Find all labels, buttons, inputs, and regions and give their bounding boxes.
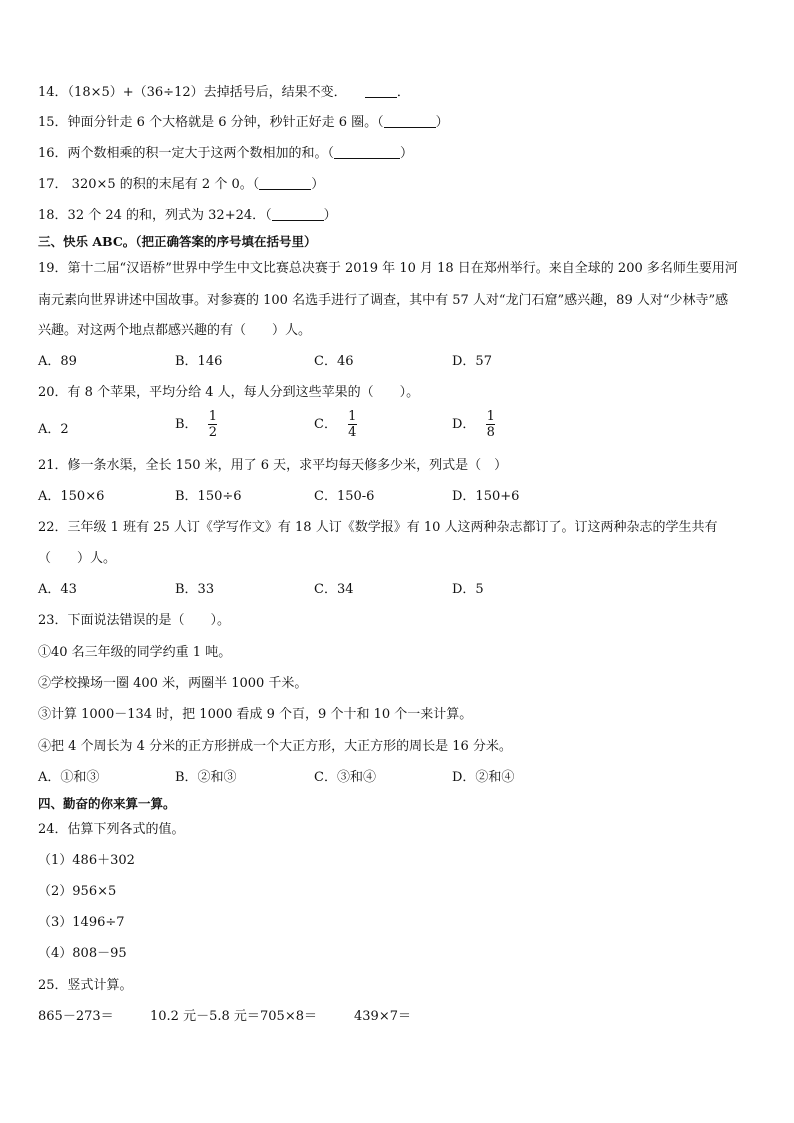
question-15-text: 15．钟面分针走 6 个大格就是 6 分钟，秒针正好走 6 圈。（ [38, 115, 384, 130]
question-18 [38, 208, 337, 224]
question-15 [38, 115, 449, 131]
question-15-close: ） [435, 115, 449, 130]
answer-blank-15[interactable] [384, 115, 436, 128]
option-d[interactable]: D．②和④ [452, 770, 515, 785]
question-19-line-1: 19．第十二届“汉语桥”世界中学生中文比赛总决赛于 2019 年 10 月 18 日在郑州举行。来自全球的 200 多名师生要用河 [38, 261, 738, 276]
question-23: 23．下面说法错误的是（ ）。 [38, 613, 231, 628]
statement-3: ③计算 1000－134 时，把 1000 看成 9 个百，9 个十和 10 个一来计算。 [38, 707, 473, 722]
estimate-item-2: （2）956×5 [38, 884, 117, 899]
question-16-close: ） [400, 146, 414, 161]
question-24: 24．估算下列各式的值。 [38, 822, 185, 837]
question-22-line-2: （ ）人。 [38, 551, 117, 566]
question-14-tail: ． [396, 85, 410, 100]
question-22-line-1: 22．三年级 1 班有 25 人订《学写作文》有 18 人订《数学报》有 10 人这两种杂志都订了。订这两种杂志的学生共有 [38, 520, 718, 535]
option-d-label: D． [452, 416, 476, 432]
fraction-numerator: 1 [348, 409, 357, 424]
question-17-text: 17． 320×5 的积的末尾有 2 个 0。（ [38, 177, 260, 192]
fraction-denominator: 8 [486, 425, 495, 440]
option-b[interactable] [175, 409, 218, 440]
question-18-close: ） [323, 208, 337, 223]
statement-4: ④把 4 个周长为 4 分米的正方形拼成一个大正方形，大正方形的周长是 16 分米。 [38, 739, 512, 754]
question-19-line-3: 兴趣。对这两个地点都感兴趣的有（ ）人。 [38, 323, 312, 338]
option-a[interactable]: A．①和③ [38, 770, 100, 785]
option-d[interactable]: D．5 [452, 582, 484, 597]
answer-blank-16[interactable] [334, 146, 400, 159]
question-17-close: ） [311, 177, 325, 192]
option-c[interactable]: C．③和④ [314, 770, 376, 785]
question-17 [38, 177, 324, 193]
calc-item-1: 865－273＝ [38, 1009, 114, 1024]
section-4-heading: 四、勤奋的你来算一算。 [38, 796, 176, 811]
fraction-numerator: 1 [208, 409, 217, 424]
question-14-text: 14．（18×5）+（36÷12）去掉括号后，结果不变． [38, 85, 347, 100]
calc-item-2: 10.2 元－5.8 元＝ [150, 1009, 260, 1024]
estimate-item-3: （3）1496÷7 [38, 915, 125, 930]
calc-item-4: 439×7＝ [354, 1009, 411, 1024]
fraction-one-quarter [347, 409, 357, 440]
question-16-text: 16．两个数相乘的积一定大于这两个数相加的和。（ [38, 146, 335, 161]
estimate-item-4: （4）808－95 [38, 946, 127, 961]
fraction-numerator: 1 [486, 409, 495, 424]
answer-blank-14[interactable] [365, 85, 397, 98]
question-21: 21．修一条水渠，全长 150 米，用了 6 天，求平均每天修多少米，列式是（ ） [38, 458, 508, 473]
question-20: 20．有 8 个苹果，平均分给 4 人，每人分到这些苹果的（ ）。 [38, 385, 420, 400]
option-d[interactable]: D．57 [452, 354, 492, 369]
section-3-heading: 三、快乐 ABC。（把正确答案的序号填在括号里） [38, 234, 317, 249]
option-c[interactable]: C．34 [314, 582, 354, 597]
option-b[interactable]: B．150÷6 [175, 489, 242, 504]
answer-blank-17[interactable] [259, 177, 311, 190]
estimate-item-1: （1）486＋302 [38, 853, 135, 868]
calc-item-3: 705×8＝ [260, 1009, 317, 1024]
option-b[interactable]: B．146 [175, 354, 223, 369]
option-b-label: B． [175, 416, 198, 432]
option-b[interactable]: B．②和③ [175, 770, 237, 785]
fraction-one-eighth [486, 409, 496, 440]
question-25: 25．竖式计算。 [38, 978, 133, 993]
option-c[interactable] [314, 409, 357, 440]
option-c-label: C． [314, 416, 337, 432]
option-b[interactable]: B．33 [175, 582, 215, 597]
option-a[interactable]: A．150×6 [38, 489, 105, 504]
option-a[interactable]: A．89 [38, 354, 77, 369]
question-16 [38, 146, 413, 162]
statement-1: ①40 名三年级的同学约重 1 吨。 [38, 645, 232, 660]
option-a[interactable]: A．2 [38, 422, 69, 437]
fraction-denominator: 2 [208, 425, 217, 440]
option-d[interactable]: D．150+6 [452, 489, 520, 504]
fraction-one-half [208, 409, 218, 440]
question-18-text: 18．32 个 24 的和，列式为 32+24．（ [38, 208, 272, 223]
option-a[interactable]: A．43 [38, 582, 77, 597]
option-c[interactable]: C．46 [314, 354, 354, 369]
fraction-denominator: 4 [348, 425, 357, 440]
statement-2: ②学校操场一圈 400 米，两圈半 1000 千米。 [38, 676, 308, 691]
question-19-line-2: 南元素向世界讲述中国故事。对参赛的 100 名选手进行了调查，其中有 57 人对“龙门石窟”感兴趣，89 人对“少林寺”感 [38, 293, 729, 308]
option-c[interactable]: C．150-6 [314, 489, 375, 504]
option-d[interactable] [452, 409, 496, 440]
answer-blank-18[interactable] [272, 208, 324, 221]
question-14 [38, 85, 410, 101]
